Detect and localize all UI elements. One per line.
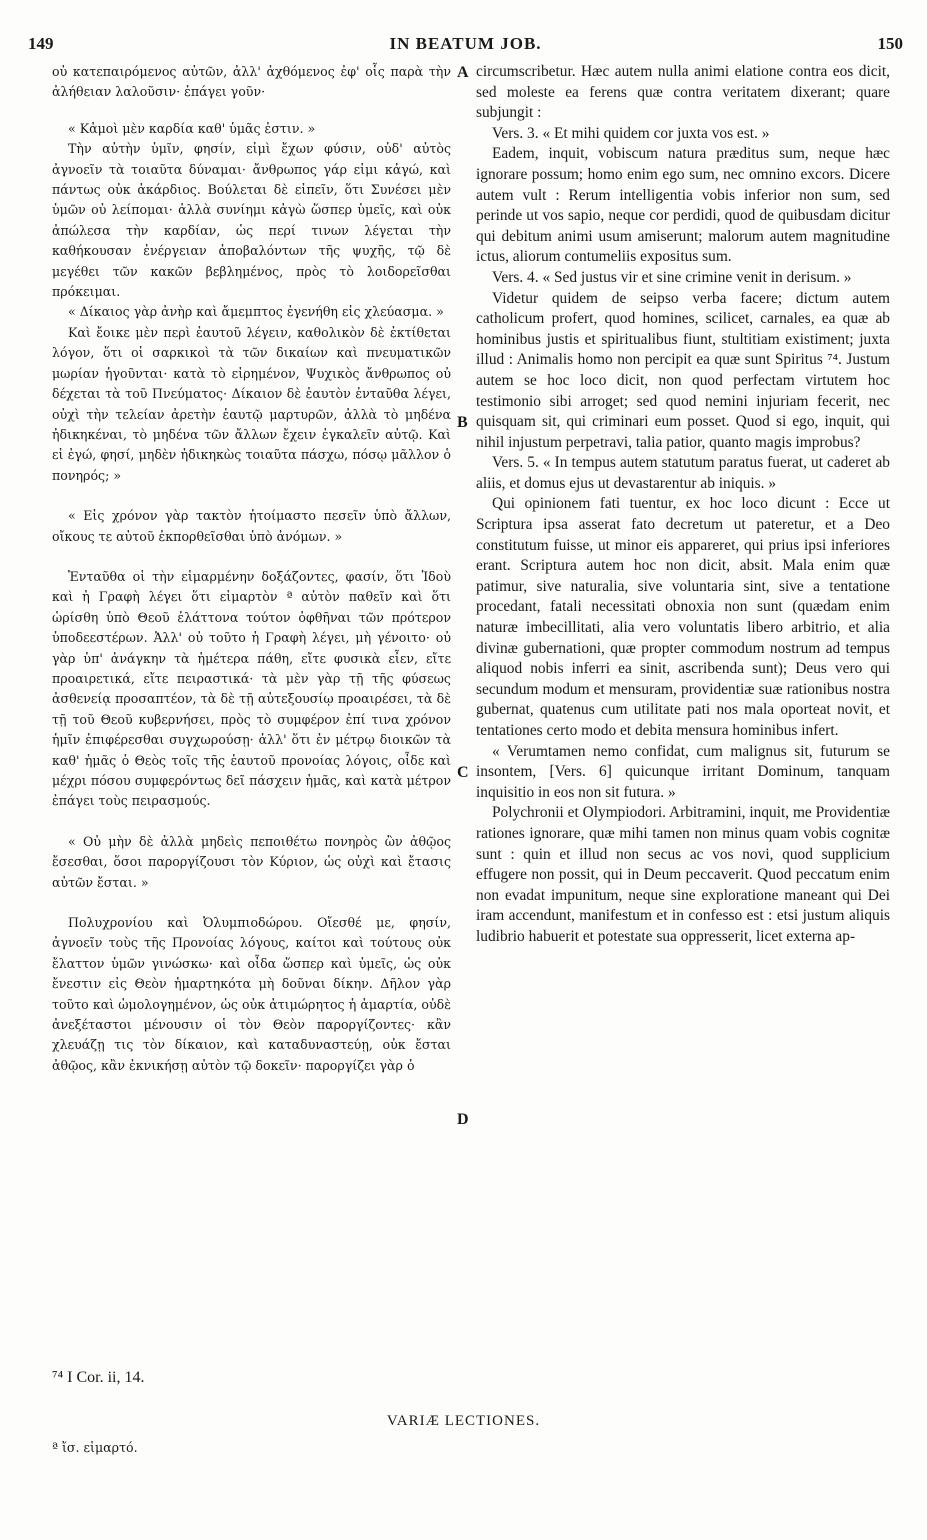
latin-verse: Vers. 3. « Et mihi quidem cor juxta vos est. » [492, 124, 770, 142]
latin-paragraph: Polychronii et Olympiodori. Arbitramini, inquit, me Providentiæ rationes ignorare, quæ mihi tamen non minus quam vobis cognitæ sunt : quin et illud non secus ac vos novi, quod supplicium effugere non possit, qui in Deum peccaverit. Quod peccatum enim non evadat impunitum, neque sine exploratione maneant qui Dei iram accendunt, manifestum et in confesso est : etsi justum aliquis ludibrio habuerit et potestate sua oppresserit, licet externa ap- [476, 804, 890, 945]
latin-verse: Vers. 4. « Sed justus vir et sine crimine venit in derisum. » [492, 268, 852, 286]
greek-paragraph: Πολυχρονίου καὶ Ὀλυμπιοδώρου. Οἴεσθέ με, φησίν, ἀγνοεῖν τοὺς τῆς Προνοίας λόγους, καίτοι καὶ τούτους οὐκ ἔλαττον ὑμῶν γινώσκω· καὶ οἶδα ὥσπερ καὶ ὑμεῖς, ὡς οὐκ ἔνεστιν εἰς Θεὸν ἡμαρτηκότα μὴ δοῦναι δίκην. Δῆλον γὰρ τοῦτο καὶ ὡμολογημένον, ὡς οὐκ ἀτιμώρητος ἡ ἁμαρτία, οὐδὲ ἀνεξέταστοι μένουσιν οἱ τὸν Θεὸν παροργίζοντες· κἂν χλευάζῃ τις τὸν δίκαιον, καὶ καταδυναστεύῃ, οὐκ ἔσται ἀθῷος, κἂν ἐκνικήσῃ αὐτὸν τῷ δοκεῖν· παροργίζει γὰρ ὁ [52, 915, 451, 1073]
greek-column [52, 62, 451, 1076]
latin-verse: Vers. 5. « In tempus autem statutum paratus fuerat, ut caderet ab aliis, et domus ejus ut devastarentur ab iniquis. » [476, 454, 890, 492]
margin-letter-c: C [457, 764, 469, 781]
variae-lectiones-heading: VARIÆ LECTIONES. [386, 1413, 541, 1429]
latin-verse: « Verumtamen nemo confidat, cum malignus sit, futurum se insontem, [Vers. 6] quicunque irritant Dominum, tanquam inquisitio in eos non sit futura. » [476, 742, 890, 801]
margin-letter-b: B [457, 414, 468, 431]
latin-paragraph: Videtur quidem de seipso verba facere; dictum autem catholicum profert, quod homines, scilicet, carnales, ea quæ ab hominibus justis et spiritualibus fiunt, stultitiam existiment; juxta illud : Animalis homo non percipit ea quæ sunt Spiritus ⁷⁴. Justum autem se hoc loco dicit, non quod perfectam virtutem hoc testimonio sibi arroget; sed quod nemini injuriam fecerit, nec quisquam sit, qui criminari eum posset. Quod si ego, inquit, qui nihil injustum perpetravi, talia patior, quanto magis improbus? [476, 289, 890, 451]
page-number-left: 149 [28, 34, 54, 53]
variant-reading: ª ἴσ. εἱμαρτό. [52, 1440, 138, 1455]
running-title: IN BEATUM JOB. [389, 34, 542, 53]
greek-paragraph: Καὶ ἔοικε μὲν περὶ ἑαυτοῦ λέγειν, καθολικὸν δὲ ἐκτίθεται λόγον, ὅτι οἱ σαρκικοὶ τὰ τῶν δικαίων καὶ πνευματικῶν μωρίαν ἡγοῦνται· κατὰ τὸ εἰρημένον, Ψυχικὸς ἄνθρωπος οὐ δέχεται τὰ τοῦ Πνεύματος· Δίκαιον δὲ ἑαυτὸν ἐνταῦθα λέγει, οὐχὶ τὴν τελείαν ἀρετὴν ἑαυτῷ μαρτυρῶν, ἀλλὰ τὸ μηδένα ἠδικηκέναι, τὸ μηδένα τῶν ἄλλων ἔχειν ἐγκαλεῖν αὐτῷ. Καὶ εἰ ἐγώ, φησί, μηδὲν ἠδικηκὼς τοιαῦτα πάσχω, πόσῳ μᾶλλον ὁ πονηρός; » [52, 324, 451, 483]
page-number-right: 150 [877, 34, 903, 53]
greek-paragraph: Ἐνταῦθα οἱ τὴν εἱμαρμένην δοξάζοντες, φασίν, ὅτι Ἰδοὺ καὶ ἡ Γραφὴ λέγει ὅτι εἱμαρτὸν ª αὐτὸν παθεῖν καὶ ὅτι ὡρίσθη ὑπὸ Θεοῦ ἐλάττονα τούτον ὀφθῆναι τῶν πρότερον ὑποδεεστέρων. Ἀλλ' οὐ τοῦτο ἡ Γραφὴ λέγει, μὴ γένοιτο· οὐ γὰρ ὑπ' ἀνάγκην τὰ ἡμέτερα πάθη, εἴτε φυσικὰ εἶεν, εἴτε προαιρετικά, εἴτε πειραστικά· τὰ μὲν γὰρ τῇ τῆς φύσεως ἀσθενείᾳ προσαπτέον, τὰ δὲ τῇ αὐτεξουσίῳ προαιρέσει, τὰ δὲ τῇ τοῦ Θεοῦ κυβερνήσει, πρὸς τὸ συμφέρον ἐπί τινα χρόνον ἡμῖν ἐπιφέρεσθαι συγχωρούσῃ· ἀλλ' ὅτι ἐν μέτρῳ διοικῶν τὰ καθ' ἡμᾶς ὁ Θεὸς τοῖς τῆς ἑαυτοῦ προνοίας λόγοις, οἶδε καὶ μέχρι πόσου συμφερόντως δεῖ πάσχειν ἡμᾶς, καὶ κατὰ μέτρον ἐπάγει τοὺς πειρασμούς. [52, 568, 451, 809]
latin-paragraph: circumscribetur. Hæc autem nulla animi elatione contra eos dicit, sed moleste ea ferens quæ contra veritatem dixerant; quare subjungit : [476, 63, 890, 122]
margin-letter-d: D [457, 1111, 469, 1128]
footnote: ⁷⁴ I Cor. ii, 14. [52, 1369, 145, 1386]
latin-paragraph: Qui opinionem fati tuentur, ex hoc loco dicunt : Ecce ut Scriptura ipsa asserat fato decretum ut pateretur, et a Deo constitutum fuisse, ut minor eis appareret, qui prius ipsi inferiores erant. Scriptura autem hoc non dicit, absit. Mala enim quæ patimur, sive naturalia, sive voluntaria sint, sive a tentatione procedant, fatali necessitati obnoxia non sunt (quædam enim naturæ imbecillitati, alia vero voluntatis libero arbitrio, et alia divinæ gubernationi, quæ propter commodum nostrum ad tempus aliquod nobis inferri ea sinit, ascribenda sunt); Deus vero qui secundum modum et mensuram, providentiæ suæ rationibus nostra gubernat, quatenus cum utilitate pati nos mala oporteat novit, et tentationes certo modo et debita mensura hominibus infert. [476, 495, 890, 739]
greek-verse: « Οὐ μὴν δὲ ἀλλὰ μηδεὶς πεποιθέτω πονηρὸς ὢν ἀθῷος ἔσεσθαι, ὅσοι παροργίζουσι τὸν Κύριον, ὡς οὐχὶ καὶ ἔτασις αὐτῶν ἔσται. » [52, 833, 451, 890]
greek-verse: « Εἰς χρόνον γὰρ τακτὸν ἡτοίμαστο πεσεῖν ὑπὸ ἄλλων, οἴκους τε αὐτοῦ ἐκπορθεῖσθαι ὑπὸ ἀνόμων. » [52, 508, 451, 544]
greek-verse: « Κἀμοὶ μὲν καρδία καθ' ὑμᾶς ἐστιν. » [68, 120, 316, 136]
margin-letter-a: A [457, 64, 469, 81]
greek-verse: « Δίκαιος γὰρ ἀνὴρ καὶ ἄμεμπτος ἐγενήθη εἰς χλεύασμα. » [68, 304, 444, 320]
latin-column [476, 62, 890, 948]
greek-paragraph: Τὴν αὐτὴν ὑμῖν, φησίν, εἰμὶ ἔχων φύσιν, οὐδ' αὐτὸς ἀγνοεῖν τὰ τοιαῦτα δύναμαι· ἄνθρωπος γάρ εἰμι κἀγώ, καὶ πάντως οὐκ ἀκάρδιος. Βούλεται δὲ εἰπεῖν, ὅτι Συνέσει μὲν ὑμῶν οὐ λείπομαι· ἀλλὰ συνίημι κἀγὼ ὥσπερ ὑμεῖς, καὶ οὐκ ἀπώλεσα τὴν καρδίαν, ὡς περί τινων λέγεται τὴν καθήκουσαν ἐνέργειαν ἀποβαλόντων τῆς ψυχῆς, τῷ δὲ μεγέθει τῶν κακῶν βεβλημένος, πρὸς τὸ λοιδορεῖσθαι πρόκειμαι. [52, 141, 451, 300]
page-header [28, 34, 903, 58]
greek-paragraph: οὐ κατεπαιρόμενος αὐτῶν, ἀλλ' ἀχθόμενος ἐφ' οἷς παρὰ τὴν ἀλήθειαν λαλοῦσιν· ἐπάγει γοῦν· [52, 64, 451, 100]
latin-paragraph: Eadem, inquit, vobiscum natura præditus sum, neque hæc ignorare possum; homo enim ego sum, nec omnino excors. Dicere autem vult : Rerum intelligentia vobis inferior non sum, sed perinde ut vos sapio, neque cor perdidi, quod de quibusdam dicitur qui debitum animi usum amiserunt; malorum autem magnitudine ictus, aliorum contumeliis expositus sum. [476, 145, 890, 266]
